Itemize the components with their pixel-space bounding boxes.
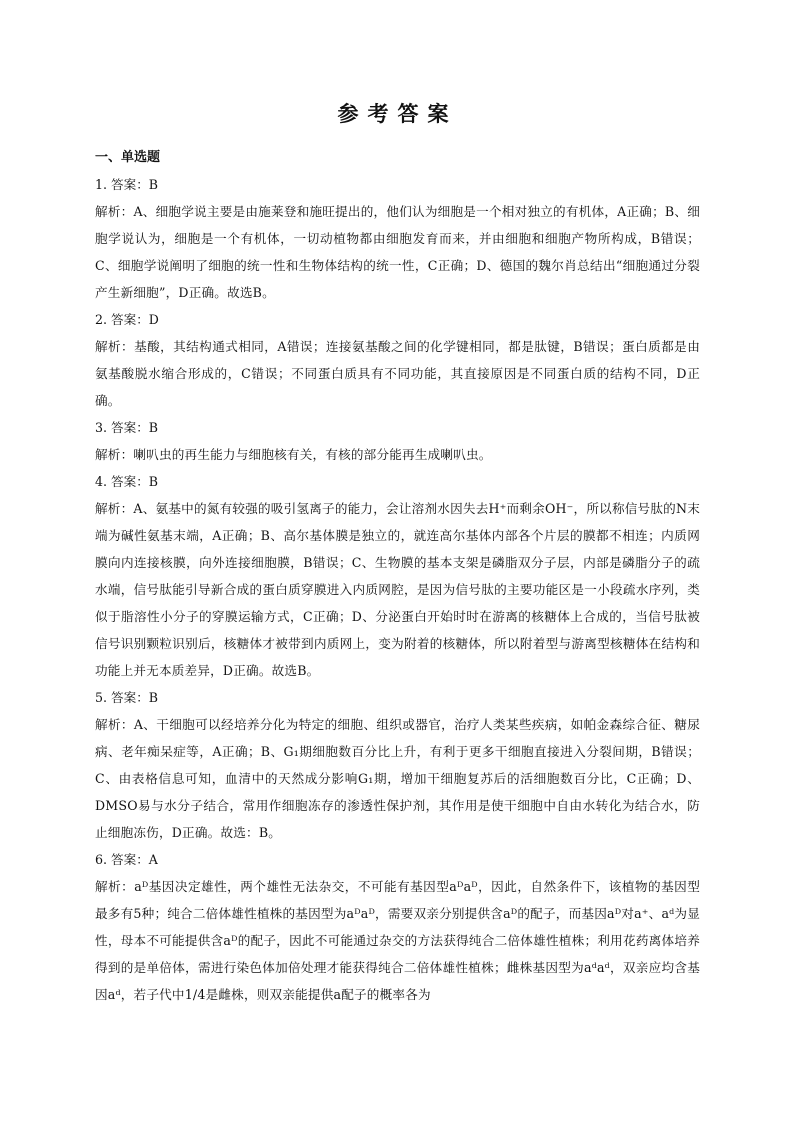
answer-item-1 (95, 171, 700, 306)
explanation-text: 解析：aᴰ基因决定雄性，两个雄性无法杂交，不可能有基因型aᴰaᴰ，因此，自然条件下，该植物的基因型最多有5种；纯合二倍体雄性植株的基因型为aᴰaᴰ，需要双亲分别提供含aᴰ的配子，而基因aᴰ对a⁺、aᵈ为显性，母本不可能提供含aᴰ的配子，因此不可能通过杂交的方法获得纯合二倍体雄性植株；利用花药离体培养得到的是单倍体，需进行染色体加倍处理才能获得纯合二倍体雄性植株；雌株基因型为aᵈaᵈ，双亲应均含基因aᵈ，若子代中1/4是雌株，则双亲能提供a配子的概率各为 (95, 879, 700, 1002)
answer-line: 2. 答案：D (95, 312, 159, 327)
answer-line: 4. 答案：B (95, 474, 159, 489)
answer-line: 6. 答案：A (95, 852, 158, 867)
explanation-text: 解析：A、氨基中的氮有较强的吸引氢离子的能力，会让溶剂水因失去H⁺而剩余OH⁻，所以称信号肽的N末端为碱性氨基末端，A正确；B、高尔基体膜是独立的，就连高尔基体内部各个片层的膜都不相连；内质网膜向内连接核膜，向外连接细胞膜，B错误；C、生物膜的基本支架是磷脂双分子层，内部是磷脂分子的疏水端，信号肽能引导新合成的蛋白质穿膜进入内质网腔，是因为信号肽的主要功能区是一小段疏水序列，类似于脂溶性小分子的穿膜运输方式，C正确；D、分泌蛋白开始时时在游离的核糖体上合成的，当信号肽被信号识别颗粒识别后，核糖体才被带到内质网上，变为附着的核糖体，所以附着型与游离型核糖体在结构和功能上并无本质差异，D正确。故选B。 (95, 501, 700, 678)
answer-line: 1. 答案：B (95, 177, 159, 192)
explanation-text: 解析：A、细胞学说主要是由施莱登和施旺提出的，他们认为细胞是一个相对独立的有机体，A正确；B、细胞学说认为，细胞是一个有机体，一切动植物都由细胞发育而来，并由细胞和细胞产物所构成，B错误；C、细胞学说阐明了细胞的统一性和生物体结构的统一性，C正确；D、德国的魏尔肖总结出“细胞通过分裂产生新细胞”，D正确。故选B。 (95, 204, 700, 300)
answer-item-2 (95, 306, 700, 414)
answer-item-4 (95, 468, 700, 684)
document-page (95, 100, 700, 1008)
answer-line: 3. 答案：B (95, 420, 159, 435)
section-heading: 一、单选题 (95, 150, 161, 165)
answer-item-3 (95, 414, 700, 468)
page-title: 参考答案 (337, 101, 458, 126)
answer-item-6 (95, 846, 700, 1008)
answer-item-5 (95, 684, 700, 846)
answer-line: 5. 答案：B (95, 690, 159, 705)
explanation-text: 解析：喇叭虫的再生能力与细胞核有关，有核的部分能再生成喇叭虫。 (95, 447, 492, 462)
explanation-text: 解析：基酸，其结构通式相同，A错误；连接氨基酸之间的化学键相同，都是肽键，B错误；蛋白质都是由氨基酸脱水缩合形成的，C错误；不同蛋白质具有不同功能，其直接原因是不同蛋白质的结构不同，D正确。 (95, 339, 700, 408)
explanation-text: 解析：A、干细胞可以经培养分化为特定的细胞、组织或器官，治疗人类某些疾病，如帕金森综合征、糖尿病、老年痴呆症等，A正确；B、G₁期细胞数百分比上升，有利于更多干细胞直接进入分裂间期，B错误；C、由表格信息可知，血清中的天然成分影响G₁期，增加干细胞复苏后的活细胞数百分比，C正确；D、DMSO易与水分子结合，常用作细胞冻存的渗透性保护剂，其作用是使干细胞中自由水转化为结合水，防止细胞冻伤，D正确。故选：B。 (95, 717, 700, 840)
